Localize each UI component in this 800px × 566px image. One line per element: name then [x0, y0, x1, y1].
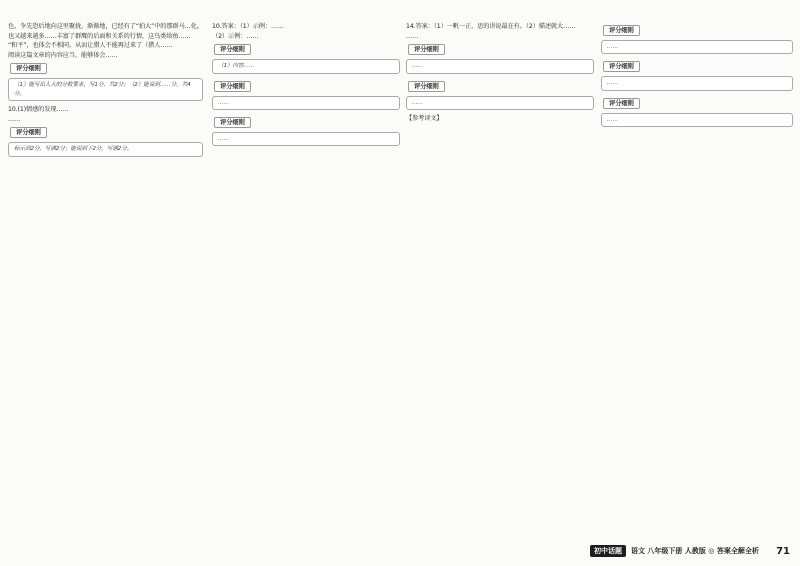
scoring-rules-box: （1）内容……	[212, 59, 400, 73]
scoring-rules-box: ……	[212, 132, 400, 146]
scoring-rules-label: 评分细则	[603, 98, 640, 109]
scoring-rules-label: 评分细则	[408, 44, 445, 55]
column-4	[601, 22, 793, 131]
scoring-rules-box: ……	[212, 96, 400, 110]
reference-translation-title: 【参考译文】	[406, 115, 443, 122]
scoring-rules-box: ……	[406, 96, 594, 110]
paragraph: 10.(1)情感的发现……	[8, 106, 69, 114]
scoring-rules-label: 评分细则	[10, 63, 47, 74]
scoring-rules-label: 评分细则	[214, 44, 251, 55]
scoring-rules-box: ……	[406, 59, 594, 73]
scoring-rules-box: ……	[601, 76, 793, 90]
paragraph: 10.答案：（1）示例：……	[212, 23, 284, 30]
footer-text: 语文 八年级下册 人教版 ◎ 答案全解全析	[631, 547, 759, 555]
paragraph: 阅读这篇文章的内容应当，能够体会……	[8, 51, 118, 59]
scoring-rules-box: ……	[601, 40, 793, 54]
series-logo: 初中话题	[590, 545, 626, 557]
paragraph: “和平”，也体会不相同。从而让猎人不能再过来了（猎人……	[8, 42, 173, 50]
scoring-rules-box: （1）能写出人大的分数要求，写1分，共2分；（2）能说到……分，共4分。	[8, 78, 203, 101]
column-1	[8, 22, 203, 161]
scoring-rules-label: 评分细则	[603, 61, 640, 72]
paragraph: ……	[8, 115, 21, 123]
column-2	[212, 22, 400, 150]
scoring-rules-box: ……	[601, 113, 793, 127]
paragraph: 色，争先恐后地向这里聚拢，渐渐地，已经有了“拍大”中的那群马…化，也又越来越多……丰富了群鹰的后面和关系的行情，这鸟类给鱼……	[8, 23, 203, 40]
paragraph: 14.答案：（1）一帆一正，思的讲说最在有。（2）描述就大……	[406, 23, 576, 30]
column-3	[406, 22, 594, 124]
page-footer	[590, 544, 790, 558]
scoring-rules-label: 评分细则	[408, 81, 445, 92]
scoring-rules-label: 评分细则	[214, 117, 251, 128]
paragraph: ……	[406, 32, 419, 40]
paragraph: （2）示例：……	[212, 32, 259, 40]
scoring-rules-box: 标示到2分，写满2分；能说到下2分，写满2分。	[8, 142, 203, 156]
scoring-rules-label: 评分细则	[603, 25, 640, 36]
scoring-rules-label: 评分细则	[214, 81, 251, 92]
page-number: 71	[776, 545, 790, 557]
scoring-rules-label: 评分细则	[10, 127, 47, 138]
